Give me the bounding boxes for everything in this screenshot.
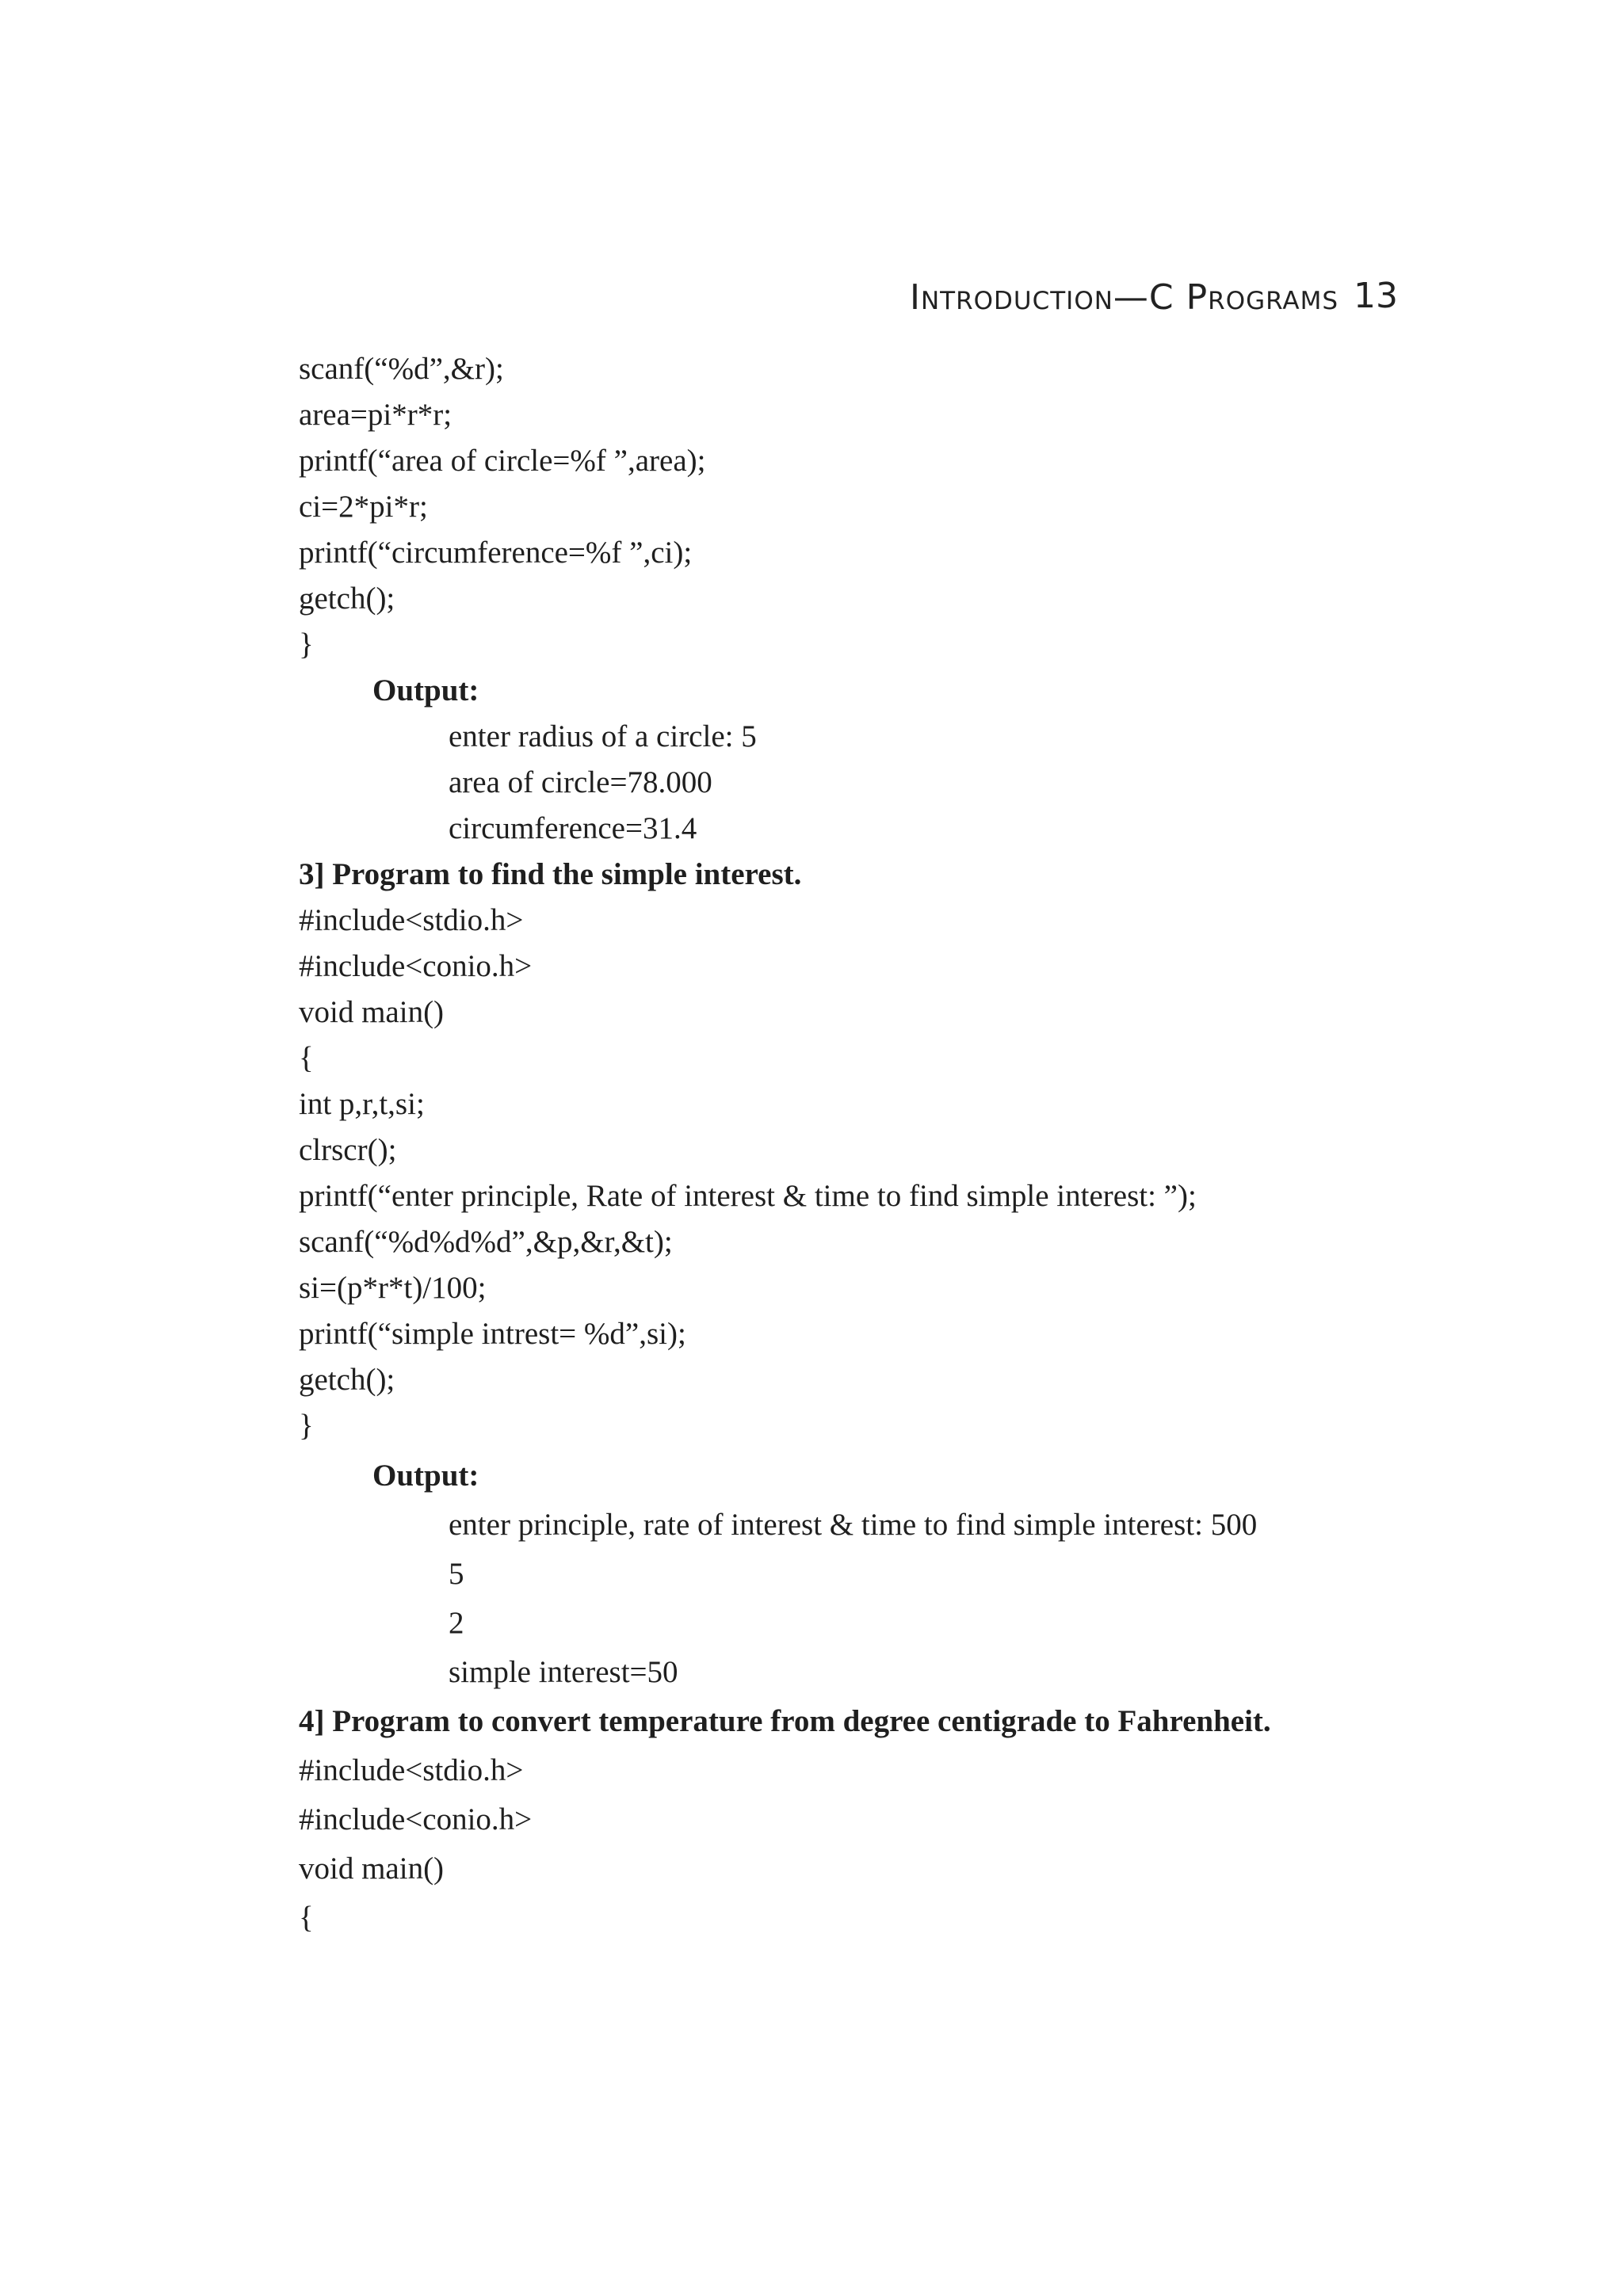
page-number: 13 [1354,276,1398,316]
output-line: 5 [449,1557,464,1591]
code-line: area=pi*r*r; [299,398,453,432]
code-line: #include<stdio.h> [299,903,524,937]
code-line: { [299,1041,314,1075]
output-line: enter principle, rate of interest & time to find simple interest: 500 [449,1508,1258,1542]
code-line: void main() [299,1852,445,1886]
code-line: int p,r,t,si; [299,1087,425,1121]
code-line: scanf(“%d%d%d”,&p,&r,&t); [299,1225,673,1259]
output-line: enter radius of a circle: 5 [449,719,757,753]
code-line: getch(); [299,1363,395,1397]
output-line: simple interest=50 [449,1655,678,1689]
output-heading: Output: [372,673,479,707]
code-line: #include<conio.h> [299,1802,533,1836]
code-line: { [299,1901,314,1935]
output-line: area of circle=78.000 [449,765,712,799]
code-line: } [299,627,314,662]
output-line: circumference=31.4 [449,811,697,845]
output-heading: Output: [372,1459,479,1493]
program-heading: 4] Program to convert temperature from degree centigrade to Fahrenheit. [299,1704,1271,1738]
code-line: printf(“enter principle, Rate of interest & time to find simple interest: ”); [299,1179,1197,1213]
code-line: #include<stdio.h> [299,1753,524,1787]
code-line: clrscr(); [299,1133,397,1167]
code-line: si=(p*r*t)/100; [299,1271,487,1305]
running-header: Introduction—C Programs [910,277,1339,318]
output-line: 2 [449,1606,464,1640]
program-heading: 3] Program to find the simple interest. [299,857,802,891]
code-line: printf(“simple intrest= %d”,si); [299,1317,686,1351]
code-line: } [299,1409,314,1443]
code-line: ci=2*pi*r; [299,490,428,524]
code-line: scanf(“%d”,&r); [299,352,504,386]
code-line: printf(“area of circle=%f ”,area); [299,444,706,478]
code-line: printf(“circumference=%f ”,ci); [299,536,693,570]
code-line: #include<conio.h> [299,949,533,983]
code-line: void main() [299,995,445,1029]
code-line: getch(); [299,582,395,616]
